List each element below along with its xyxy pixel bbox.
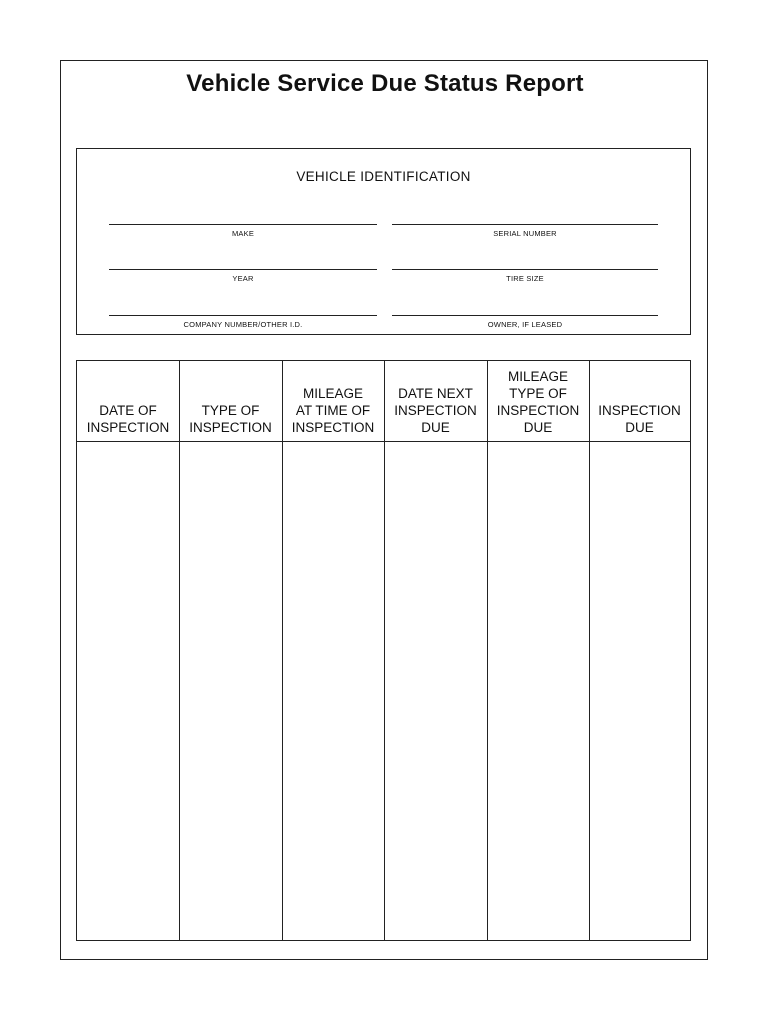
mileage-at-time-cell[interactable]	[283, 442, 384, 940]
header-text: DUE	[523, 420, 553, 435]
form-title: Vehicle Service Due Status Report	[186, 70, 584, 97]
company-number-line	[109, 315, 377, 316]
serial-number-label: SERIAL NUMBER	[493, 229, 557, 238]
column-header-date-next-inspection	[384, 361, 487, 441]
serial-number-line	[392, 224, 658, 225]
serial-number-field[interactable]	[392, 224, 658, 244]
column-header-type-of-inspection	[179, 361, 282, 441]
header-text: INSPECTION	[291, 420, 375, 435]
owner-field[interactable]	[392, 315, 658, 335]
header-text: TYPE OF	[509, 386, 567, 401]
tire-size-field[interactable]	[392, 269, 658, 289]
inspection-log-table	[76, 360, 691, 941]
date-of-inspection-cell[interactable]	[77, 442, 179, 940]
header-text: TYPE OF	[201, 403, 260, 418]
header-text: DUE	[625, 420, 654, 435]
tire-size-label: TIRE SIZE	[506, 274, 544, 283]
header-text: INSPECTION	[86, 420, 170, 435]
type-of-inspection-cell[interactable]	[180, 442, 282, 940]
header-text: DATE NEXT	[398, 386, 473, 401]
owner-line	[392, 315, 658, 316]
header-text: MILEAGE	[302, 386, 364, 401]
make-line	[109, 224, 377, 225]
make-label: MAKE	[231, 229, 255, 238]
header-text: AT TIME OF	[295, 403, 371, 418]
header-text: INSPECTION	[598, 403, 681, 418]
header-text: DATE OF	[99, 403, 157, 418]
year-line	[109, 269, 377, 270]
header-text: INSPECTION	[496, 403, 580, 418]
column-header-inspection-due	[589, 361, 690, 441]
column-header-mileage-type-due	[487, 361, 589, 441]
vehicle-identification-section	[76, 148, 691, 335]
owner-label: OWNER, IF LEASED	[487, 320, 563, 329]
make-field[interactable]	[109, 224, 377, 244]
vehicle-identification-heading: VEHICLE IDENTIFICATION	[296, 169, 471, 184]
column-header-date-of-inspection	[77, 361, 179, 441]
inspection-due-cell[interactable]	[590, 442, 690, 940]
mileage-type-due-cell[interactable]	[488, 442, 589, 940]
tire-size-line	[392, 269, 658, 270]
header-text: DUE	[421, 420, 450, 435]
header-text: MILEAGE	[507, 369, 569, 384]
column-header-mileage-at-time	[282, 361, 384, 441]
header-text: INSPECTION	[189, 420, 272, 435]
date-next-inspection-cell[interactable]	[385, 442, 487, 940]
header-text: INSPECTION	[394, 403, 477, 418]
company-number-label: COMPANY NUMBER/OTHER I.D.	[183, 320, 303, 329]
year-label: YEAR	[232, 274, 254, 283]
company-number-field[interactable]	[109, 315, 377, 335]
year-field[interactable]	[109, 269, 377, 289]
